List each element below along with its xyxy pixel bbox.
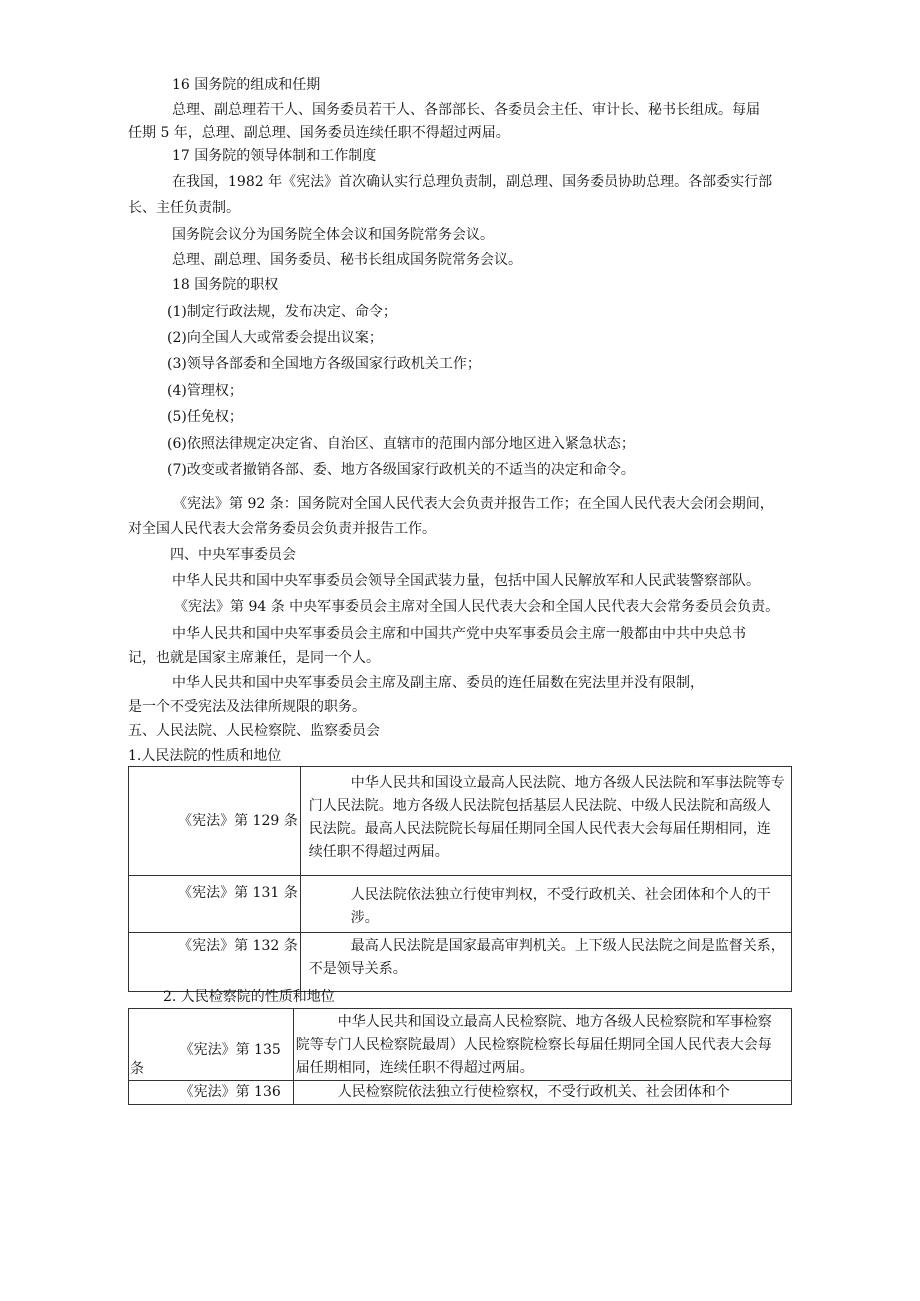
article-line: 不是领导关系。 [308, 961, 407, 977]
section-17-heading: 17 国务院的领导体制和工作制度 [172, 148, 377, 164]
article-line: 中华人民共和国设立最高人民法院、地方各级人民法院和军事法院等专 [350, 775, 785, 791]
article-line: 门人民法院。地方各级人民法院包括基层人民法院、中级人民法院和高级人 [308, 798, 771, 814]
article-label: 《宪法》第 129 条 [129, 767, 301, 876]
section-17-text: 在我国，1982 年《宪法》首次确认实行总理负责制，副总理、国务委员协助总理。各部委实行部 [172, 174, 773, 190]
procuratorate-articles-table [128, 1008, 792, 1105]
section-17-text: 总理、副总理、国务委员、秘书长组成国务院常务会议。 [172, 252, 522, 268]
power-list-item: (5)任免权； [167, 409, 243, 425]
section-18-heading: 18 国务院的职权 [172, 277, 279, 293]
section-4-text: 中华人民共和国中央军事委员会领导全国武装力量，包括中国人民解放军和人民武装警察部队。 [172, 573, 760, 589]
article-content: 人民检察院依法独立行使检察权，不受行政机关、社会团体和个 [293, 1081, 791, 1105]
power-list-item: (3)领导各部委和全国地方各级国家行政机关工作； [167, 356, 481, 372]
table-row [129, 1009, 792, 1081]
article-94-text: 《宪法》第 94 条 中央军事委员会主席对全国人民代表大会和全国人民代表大会常务委员会负责。 [174, 599, 780, 615]
section-17-text: 长、主任负责制。 [128, 200, 240, 216]
power-list-item: (4)管理权； [167, 383, 243, 399]
court-subheading: 1.人民法院的性质和地位 [128, 748, 282, 764]
article-line: 届任期相同，连续任职不得超过两届。 [295, 1060, 534, 1076]
article-content [300, 767, 791, 876]
section-4-heading: 四、中央军事委员会 [170, 547, 296, 563]
power-list-item: (7)改变或者撤销各部、委、地方各级国家行政机关的不适当的决定和命令。 [167, 462, 635, 478]
power-list-item: (1)制定行政法规，发布决定、命令； [167, 304, 397, 320]
procuratorate-subheading: 2. 人民检察院的性质和地位 [163, 989, 335, 1005]
section-16-text: 任期 5 年，总理、副总理、国务委员连续任职不得超过两届。 [128, 125, 510, 141]
article-line: 最高人民法院是国家最高审判机关。上下级人民法院之间是监督关系， [350, 938, 785, 954]
article-label: 《宪法》第 135 [179, 1042, 281, 1058]
article-92-text: 对全国人民代表大会常务委员会负责并报告工作。 [128, 521, 436, 537]
table-row [129, 933, 792, 992]
section-4-text: 中华人民共和国中央军事委员会主席和中国共产党中央军事委员会主席一般都由中共中央总书 [172, 626, 746, 642]
section-4-text: 记，也就是国家主席兼任，是同一个人。 [128, 650, 380, 666]
article-label: 《宪法》第 132 条 [129, 933, 301, 992]
section-4-text: 是一个不受宪法及法律所规限的职务。 [128, 699, 366, 715]
article-line: 续任职不得超过两届。 [308, 844, 449, 860]
article-label-wrap: 条 [130, 1061, 144, 1077]
article-label: 《宪法》第 131 条 [129, 876, 301, 933]
article-92-text: 《宪法》第 92 条：国务院对全国人民代表大会负责并报告工作；在全国人民代表大会闭会期间， [173, 496, 774, 512]
article-line: 民法院。最高人民法院院长每届任期同全国人民代表大会每届任期相同，连 [308, 821, 771, 837]
table-row [129, 767, 792, 876]
power-list-item: (2)向全国人大或常委会提出议案； [167, 330, 383, 346]
article-content: 人民法院依法独立行使审判权，不受行政机关、社会团体和个人的干涉。 [300, 876, 791, 933]
article-content [300, 933, 791, 992]
section-4-text: 中华人民共和国中央军事委员会主席及副主席、委员的连任届数在宪法里并没有限制， [172, 675, 704, 691]
section-5-heading: 五、人民法院、人民检察院、监察委员会 [128, 723, 380, 739]
article-label: 《宪法》第 136 [129, 1081, 294, 1105]
court-articles-table [128, 766, 792, 992]
section-16-text: 总理、副总理若干人、国务委员若干人、各部部长、各委员会主任、审计长、秘书长组成。每届 [172, 102, 760, 118]
section-16-heading: 16 国务院的组成和任期 [172, 77, 321, 93]
article-line: 中华人民共和国设立最高人民检察院、地方各级人民检察院和军事检察 [337, 1014, 772, 1030]
article-content [293, 1009, 791, 1081]
article-label-cell [129, 1009, 294, 1081]
article-line: 院等专门人民检察院最周）人民检察院检察长每届任期同全国人民代表大会每 [295, 1037, 772, 1053]
section-17-text: 国务院会议分为国务院全体会议和国务院常务会议。 [172, 227, 494, 243]
table-row [129, 1081, 792, 1105]
power-list-item: (6)依照法律规定决定省、自治区、直辖市的范围内部分地区进入紧急状态； [167, 436, 635, 452]
table-row [129, 876, 792, 933]
